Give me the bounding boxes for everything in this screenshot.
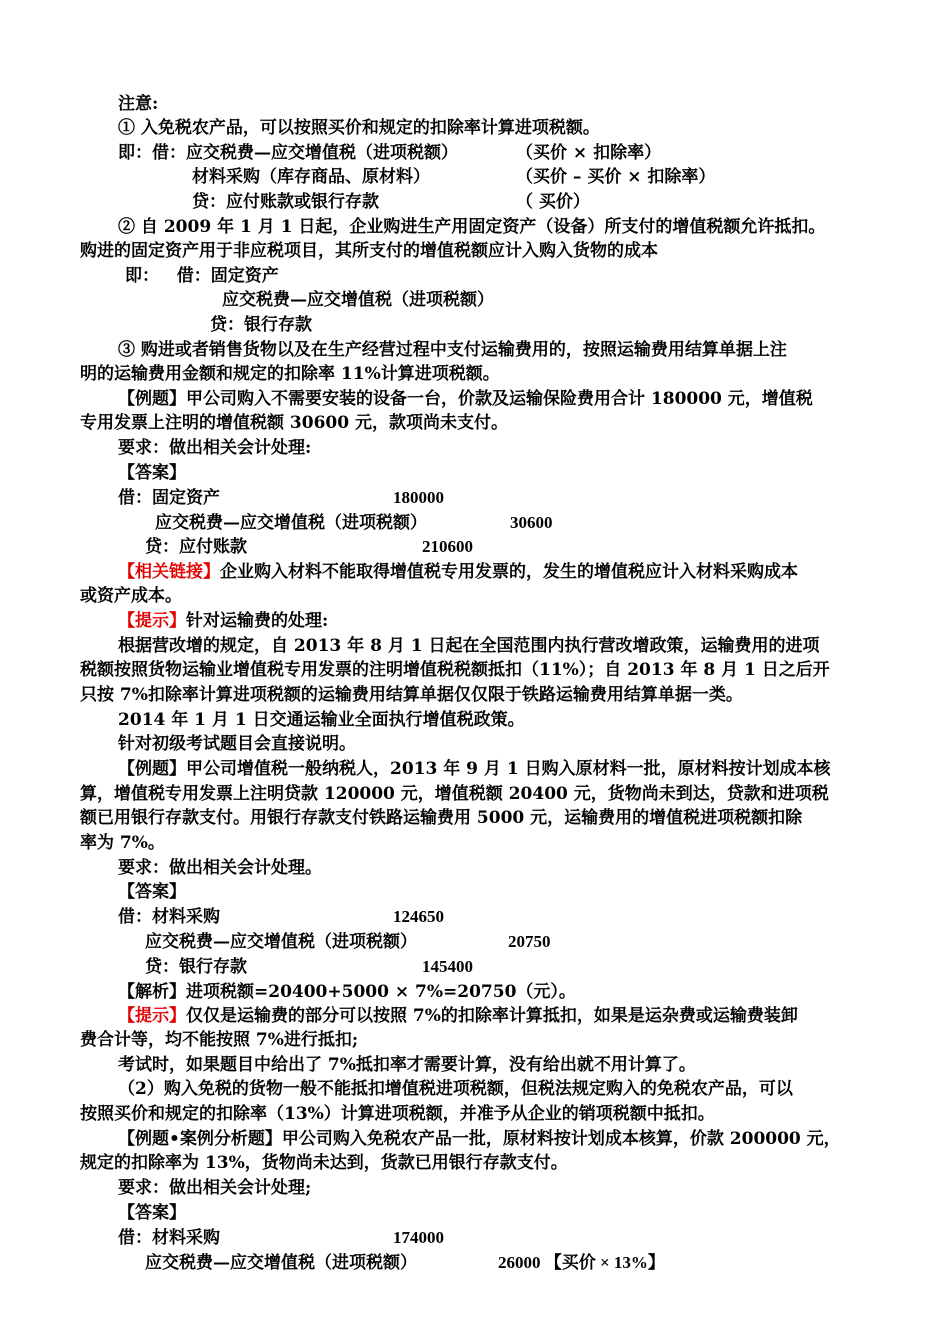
paragraph: 率为 7%。 <box>80 833 165 853</box>
paragraph: ③ 购进或者销售货物以及在生产经营过程中支付运输费用的，按照运输费用结算单据上注 <box>118 340 787 360</box>
journal-amount: 210600 <box>422 537 473 556</box>
journal-note: （买价 – 买价 × 扣除率） <box>516 167 716 187</box>
journal-line: 贷：银行存款 <box>210 315 312 335</box>
journal-line: 贷：应付账款或银行存款 <box>192 192 379 212</box>
paragraph-text: 针对运输费的处理: <box>186 611 329 631</box>
journal-line: 借：材料采购 <box>118 907 220 927</box>
paragraph: 要求：做出相关会计处理: <box>118 438 312 458</box>
journal-line: 借：材料采购 <box>118 1228 220 1248</box>
journal-line: 应交税费—应交增值税（进项税额） <box>145 932 417 952</box>
paragraph: 2014 年 1 月 1 日交通运输业全面执行增值税政策。 <box>118 710 525 730</box>
paragraph: 税额按照货物运输业增值税专用发票的注明增值税税额抵扣（11%）；自 2013 年 8 月 1 日之后开 <box>80 660 830 680</box>
paragraph: ① 入免税农产品，可以按照买价和规定的扣除率计算进项税额。 <box>118 118 600 138</box>
journal-note: （买价 × 扣除率） <box>516 143 662 163</box>
paragraph: 【例题•案例分析题】甲公司购入免税农产品一批，原材料按计划成本核算，价款 200000 元， <box>118 1129 841 1149</box>
paragraph: 根据营改增的规定，自 2013 年 8 月 1 日起在全国范围内执行营改增政策，运输费用的进项 <box>118 636 820 656</box>
paragraph: 【例题】甲公司增值税一般纳税人，2013 年 9 月 1 日购入原材料一批，原材料按计划成本核 <box>118 759 831 779</box>
journal-line: 应交税费—应交增值税（进项税额） <box>155 513 427 533</box>
journal-amount: 174000 <box>393 1228 444 1247</box>
journal-line: 贷：银行存款 <box>145 957 247 977</box>
paragraph: 针对初级考试题目会直接说明。 <box>118 734 356 754</box>
journal-line: 借：固定资产 <box>118 488 220 508</box>
paragraph: 要求：做出相关会计处理; <box>118 1178 312 1198</box>
tip-tag: 【提示】 <box>118 611 186 631</box>
paragraph: 按照买价和规定的扣除率（13%）计算进项税额，并准予从企业的销项税额中抵扣。 <box>80 1104 715 1124</box>
journal-amount: 124650 <box>393 907 444 926</box>
answer-heading: 【答案】 <box>118 463 186 483</box>
paragraph: 算，增值税专用发票上注明贷款 120000 元，增值税额 20400 元，货物尚未到达，贷款和进项税 <box>80 784 829 804</box>
paragraph <box>118 560 798 584</box>
journal-line: 即： 借：固定资产 <box>125 266 279 286</box>
note-heading: 注意: <box>118 94 159 114</box>
paragraph: 【例题】甲公司购入不需要安装的设备一台，价款及运输保险费用合计 180000 元，增值税 <box>118 389 813 409</box>
tip-tag: 【提示】 <box>118 1006 186 1026</box>
journal-line: 应交税费—应交增值税（进项税额） <box>145 1253 417 1273</box>
paragraph-text: 仅仅是运输费的部分可以按照 7%的扣除率计算抵扣，如果是运杂费或运输费装卸 <box>186 1006 798 1026</box>
journal-note: （ 买价） <box>516 192 590 212</box>
paragraph: 考试时，如果题目中给出了 7%抵扣率才需要计算，没有给出就不用计算了。 <box>118 1055 696 1075</box>
paragraph: ② 自 2009 年 1 月 1 日起，企业购进生产用固定资产（设备）所支付的增值税额允许抵扣。 <box>118 217 826 237</box>
paragraph: 费合计等，均不能按照 7%进行抵扣; <box>80 1030 359 1050</box>
paragraph: 只按 7%扣除率计算进项税额的运输费用结算单据仅仅限于铁路运输费用结算单据一类。 <box>80 685 743 705</box>
journal-line: 应交税费—应交增值税（进项税额） <box>222 290 494 310</box>
paragraph: 专用发票上注明的增值税额 30600 元，款项尚未支付。 <box>80 413 508 433</box>
paragraph: （2）购入免税的货物一般不能抵扣增值税进项税额，但税法规定购入的免税农产品，可以 <box>118 1079 793 1099</box>
journal-amount: 26000 【买价 × 13%】 <box>498 1253 665 1272</box>
answer-heading: 【答案】 <box>118 882 186 902</box>
analysis: 【解析】进项税额=20400+5000 × 7%=20750（元）。 <box>118 982 576 1002</box>
paragraph: 购进的固定资产用于非应税项目，其所支付的增值税额应计入购入货物的成本 <box>80 241 658 261</box>
journal-amount: 20750 <box>508 932 551 951</box>
paragraph-text: 企业购入材料不能取得增值税专用发票的，发生的增值税应计入材料采购成本 <box>220 562 798 582</box>
paragraph <box>118 609 328 633</box>
journal-amount: 180000 <box>393 488 444 507</box>
paragraph: 要求：做出相关会计处理。 <box>118 858 322 878</box>
paragraph: 规定的扣除率为 13%，货物尚未达到，货款已用银行存款支付。 <box>80 1153 568 1173</box>
answer-heading: 【答案】 <box>118 1203 186 1223</box>
journal-line: 即：借：应交税费—应交增值税（进项税额） <box>118 143 458 163</box>
paragraph: 额已用银行存款支付。用银行存款支付铁路运输费用 5000 元，运输费用的增值税进项税额扣除 <box>80 808 803 828</box>
related-link-tag: 【相关链接】 <box>118 562 220 582</box>
journal-line: 贷：应付账款 <box>145 537 247 557</box>
journal-amount: 30600 <box>510 513 553 532</box>
paragraph <box>118 1004 798 1028</box>
paragraph: 或资产成本。 <box>80 586 182 606</box>
journal-amount: 145400 <box>422 957 473 976</box>
paragraph: 明的运输费用金额和规定的扣除率 11%计算进项税额。 <box>80 364 500 384</box>
journal-line: 材料采购（库存商品、原材料） <box>192 167 430 187</box>
